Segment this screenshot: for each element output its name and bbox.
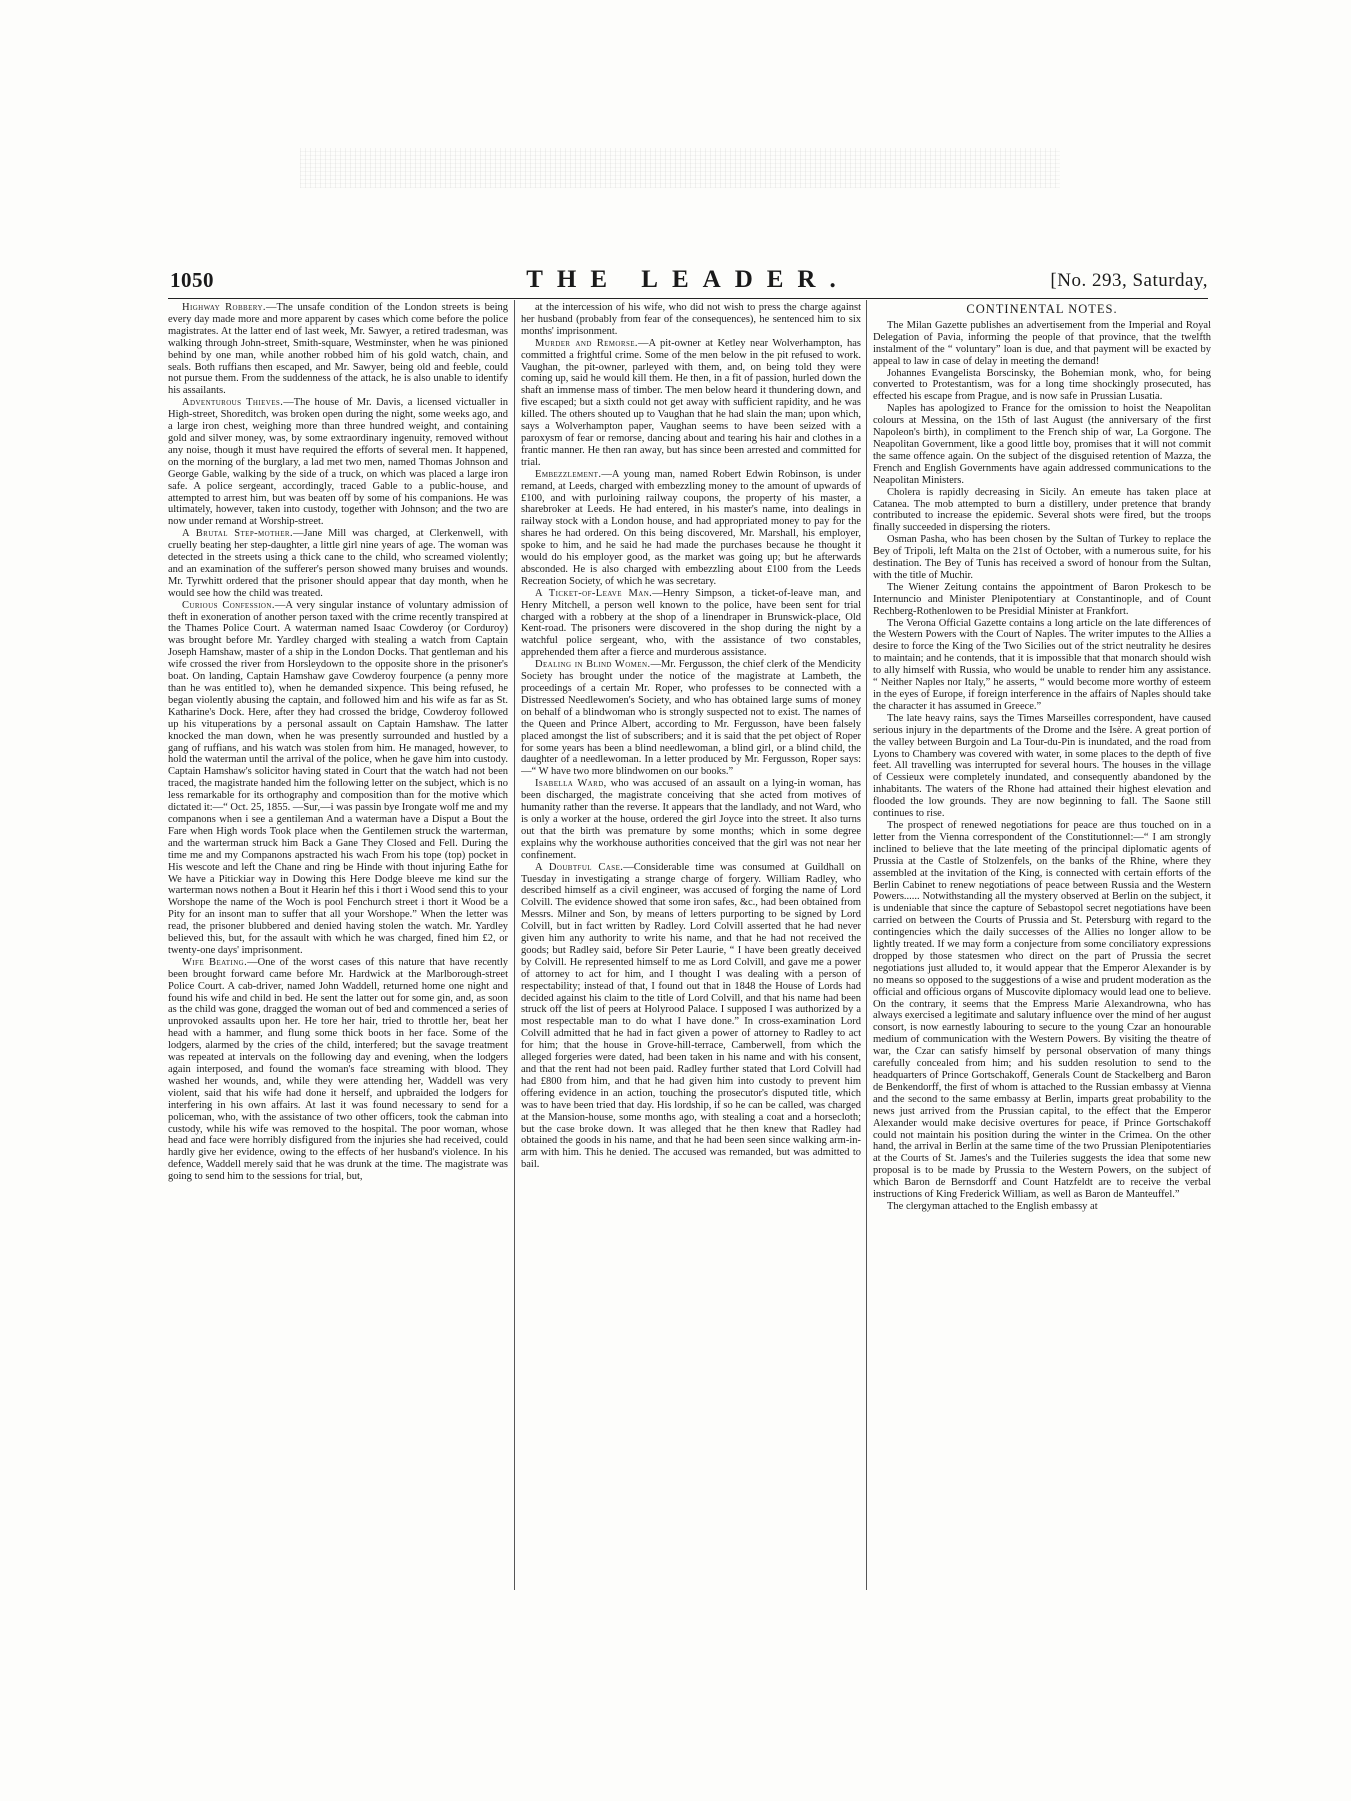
paragraph-text: The late heavy rains, says the Times Marseilles correspondent, have caused serious injury in the departments of the Drome and the Isère. A great portion of the valley between Burgoin and La Tour-du-Pin is inundated, and the road from Lyons to Chambery was covered with water, in some places to the depth of five feet. All travelling was interrupted for several hours. The houses in the village of Cessieux were completely inundated, and consequently abandoned by the inhabitants. The waters of the Rhone had attained their highest elevation and flooded the low grounds. They are now beginning to fall. The Saone still continues to rise. bbox=[873, 712, 1211, 820]
article-paragraph bbox=[873, 368, 1211, 404]
paragraph-text: —A pit-owner at Ketley near Wolverhampton, has committed a frightful crime. Some of the men below in the pit refused to work. Vaughan, the pit-owner, parleyed with them, and, on being told they were coming up, said he would kill them. He then, in a fit of passion, hurled down the shaft an immense mass of timber. The men below heard it thundering down, and five escaped; but a sixth could not get away with sufficient rapidity, and he was killed. The others shouted up to Vaughan that he had slain the man; upon which, says a Wolverhampton paper, Vaughan seems to have been seized with a paroxysm of fear or remorse, dancing about and tearing his hair and clothes in a frantic manner. He then ran away, but has since been arrested and committed for trial. bbox=[521, 337, 861, 468]
article-paragraph bbox=[168, 302, 508, 397]
paragraph-text: —Considerable time was consumed at Guildhall on Tuesday in investigating a strange charge of forgery. William Radley, who described himself as a civil engineer, was accused of forging the name of Lord Colvill. The evidence showed that some iron safes, &c., had been obtained from Messrs. Milner and Son, by means of letters purporting to be signed by Lord Colvill, but in fact written by Radley. Lord Colvill asserted that he had never given him any authority to write his name, and that he had not received the goods; but Radley said, before Sir Peter Laurie, “ I have been greatly deceived by Colvill. He represented himself to me as Lord Colvill, and gave me a power of attorney to act for him, and I thought I was dealing with a person of respectability; instead of that, I found out that in 1848 the House of Lords had decided against his claim to the title of Lord Colvill, and that his name had been struck off the list of peers at Holyrood Palace. I supposed I was authorized by a most respectable man to do what I have done.” In cross-examination Lord Colvill admitted that he had in fact given a power of attorney to Radley to act for him; that the house in Grove-hill-terrace, Camberwell, from which the alleged forgeries were dated, had been taken in his name and with his consent, and that the rent had not been paid. Radley further stated that Lord Colvill had had £800 from him, and that he had given him into custody to prevent him offering evidence in an action, touching the prosecutor's disputed title, which was to have been tried that day. His lordship, if so he can be called, was charged at the Mansion-house, some months ago, with stealing a coat and a horsecloth; but the case broke down. It was alleged that he then knew that Radley had obtained the goods in his name, and that he had been seen since walking arm-in-arm with him. This he denied. The accused was remanded, but was admitted to bail. bbox=[521, 861, 861, 1171]
article-paragraph bbox=[168, 600, 508, 957]
paragraph-lead: Isabella Ward, bbox=[535, 778, 607, 790]
paragraph-lead: A Brutal Step-mother. bbox=[182, 528, 293, 540]
article-paragraph bbox=[521, 659, 861, 778]
article-paragraph bbox=[521, 862, 861, 1172]
article-paragraph bbox=[168, 397, 508, 528]
paragraph-text: —One of the worst cases of this nature that have recently been brought forward came before Mr. Hardwick at the Marlborough-street Police Court. A cab-driver, named John Waddell, returned home one night and found his wife and child in bed. He sent the latter out for some gin, and, as soon as the child was gone, dragged the woman out of bed and commenced a series of unprovoked assaults upon her. He tore her hair, tried to throttle her, beat her head with a hammer, and flung some thick boots in her face. Some of the lodgers, alarmed by the cries of the child, interfered; but the savage treatment was repeated at intervals on the following day and evening, when the lodgers again interposed, and found the woman's face streaming with blood. They washed her wounds, and, while they were attending her, Waddell was very violent, said that his wife had done it herself, and upbraided the lodgers for interfering in his own affairs. At last it was found necessary to send for a policeman, who, with the assistance of two other officers, took the cabman into custody, while his wife was removed to the hospital. The poor woman, whose head and face were horribly disfigured from the injuries she had received, could hardly give her evidence, owing to the effects of her husband's violence. In his defence, Waddell merely said that he was drunk at the time. The magistrate was going to send him to the sessions for trial, but, bbox=[168, 956, 508, 1183]
paragraph-text: —Jane Mill was charged, at Clerkenwell, with cruelly beating her step-daughter, a little girl nine years of age. The woman was detected in the streets using a thick cane to the child, who screamed violently; and an examination of the sufferer's person showed many bruises and wounds. Mr. Tyrwhitt ordered that the prisoner should appear that day month, when he would see how the child was treated. bbox=[168, 528, 508, 599]
article-paragraph bbox=[873, 487, 1211, 535]
paragraph-text: Johannes Evangelista Borscinsky, the Bohemian monk, who, for being converted to Protestantism, was for a long time shockingly prosecuted, has effected his escape from Prague, and is now safe in Prussian Lusatia. bbox=[873, 367, 1211, 403]
paragraph-text: —Henry Simpson, a ticket-of-leave man, and Henry Mitchell, a person well known to the police, have been sent for trial charged with a robbery at the shop of a linendraper in Brunswick-place, Old Kent-road. The prisoners were discovered in the shop during the night by a watchful police sergeant, who, with the assistance of two constables, apprehended them after a fierce and murderous assistance. bbox=[521, 587, 861, 659]
paragraph-lead: A Ticket-of-Leave Man. bbox=[535, 587, 653, 599]
paragraph-text: —The house of Mr. Davis, a licensed victualler in High-street, Shoreditch, was broken open during the night, some weeks ago, and a large iron chest, weighing more than three hundred weight, and containing gold and silver money, was, by some extraordinary ingenuity, removed without any noise, though it must have required the efforts of several men. It happened, on the morning of the burglary, a lad met two men, named Thomas Johnson and George Gable, walking by the side of a truck, on which was placed a large iron safe. A police sergeant, accordingly, traced Gable to a public-house, and attempted to arrest him, but was beaten off by some of his companions. He was ultimately, however, taken into custody, together with Johnson; and the two are now under remand at Worship-street. bbox=[168, 397, 508, 528]
article-paragraph bbox=[873, 534, 1211, 582]
article-paragraph bbox=[873, 1201, 1211, 1213]
article-paragraph bbox=[521, 469, 861, 588]
article-paragraph bbox=[873, 820, 1211, 1201]
paragraph-text: Osman Pasha, who has been chosen by the Sultan of Turkey to replace the Bey of Tripoli, left Malta on the 21st of October, with a numerous suite, for his destination. The Bey of Tunis has received a sword of honour from the Sultan, with the title of Muchir. bbox=[873, 534, 1211, 581]
page-header bbox=[168, 268, 1208, 299]
article-paragraph bbox=[873, 618, 1211, 713]
column-3 bbox=[873, 302, 1211, 1572]
paragraph-lead: A Doubtful Case. bbox=[535, 861, 624, 873]
article-paragraph bbox=[521, 338, 861, 469]
article-paragraph bbox=[168, 528, 508, 599]
paragraph-text: The Milan Gazette publishes an advertisement from the Imperial and Royal Delegation of Pavia, informing the people of that province, that the twelfth instalment of the “ voluntary” loan is due, and that payment will be exacted by appeal to law in case of delay in meeting the demand! bbox=[873, 319, 1211, 367]
paragraph-lead: Wife Beating. bbox=[182, 956, 248, 968]
paragraph-text: —A young man, named Robert Edwin Robinson, is under remand, at Leeds, charged with embezzling money to the amount of upwards of £100, and with purloining railway coupons, the property of his master, a sharebroker at Leeds. He had entered, in his master's name, into dealings in railway stock with a London house, and had appropriated money to pay for the shares he had ordered. On this being discovered, Mr. Marshall, his employer, spoke to him, and he said he had made the purchases because he thought it would do his employer good, as the market was going up; but he afterwards absconded. He is also charged with embezzling about £100 from the Leeds Recreation Society, of which he was secretary. bbox=[521, 468, 861, 587]
paragraph-text: The Wiener Zeitung contains the appointment of Baron Prokesch to be Internuncio and Minister Plenipotentiary at Constantinople, and of Count Rechberg-Rothenlowen to be Presidial Minister at Frankfort. bbox=[873, 581, 1211, 617]
paragraph-text: who was accused of an assault on a lying-in woman, has been discharged, the magistrate conceiving that she acted from motives of humanity rather than the reverse. It appears that the landlady, and not Ward, who is only a worker at the house, ordered the girl Joyce into the street. It also turns out that the birth was premature by some months; which in some degree explains why the workhouse authorities conceived that the girl was not near her confinement. bbox=[521, 778, 861, 861]
column-rule bbox=[866, 300, 867, 1590]
paragraph-text: —The unsafe condition of the London streets is being every day made more and more apparent by cases which come before the police magistrates. At the latter end of last week, Mr. Sawyer, a retired tradesman, was walking through John-street, Smith-square, Westminster, when he was pinioned behind by one man, while another robbed him of his gold watch, chain, and seals. Both ruffians then escaped, and Mr. Sawyer, being old and feeble, could not pursue them. From the suddenness of the attack, he is also unable to identify his assailants. bbox=[168, 302, 508, 397]
paragraph-text: The clergyman attached to the English embassy at bbox=[887, 1200, 1098, 1212]
section-heading: CONTINENTAL NOTES. bbox=[966, 302, 1118, 316]
paragraph-text: The prospect of renewed negotiations for peace are thus touched on in a letter from the Vienna correspondent of the Constitutionnel:—“ I am strongly inclined to believe that the late meeting of the principal diplomatic agents of Prussia at the Castle of Stolzenfels, on the banks of the Rhine, where they assembled at the invitation of the King, is connected with certain efforts of the Berlin Cabinet to renew negotiations of peace between Russia and the Western Powers...... Notwithstanding all the mystery observed at Berlin on the subject, it is undeniable that since the capture of Sebastopol secret negotiations have been carried on between the Courts of Prussia and St. Petersburg with regard to the contingencies which the daily successes of the Allies no longer allow to be lightly treated. If we may form a conjecture from some conciliatory expressions dropped by those statesmen who direct on the part of Prussia the secret negotiations just alluded to, it would appear that the Emperor Alexander is by no means so opposed to the suggestions of a wise and prudent moderation as the official and officious organs of Muscovite diplomacy would lead one to believe. On the contrary, it seems that the Empress Marie Alexandrowna, who has always exercised a legitimate and salutary influence over the mind of her august consort, is now earnestly labouring to secure to the young Czar an honourable medium of communication with the Western Powers. By visiting the theatre of war, the Czar can satisfy himself by personal observation of many things carefully concealed from him; and his sudden resolution to send to the headquarters of Prince Gortschakoff, Generals Count de Stackelberg and Baron de Benkendorff, the first of whom is attached to the Russian embassy at Vienna and the second to the same embassy at Berlin, imparts great probability to the news just arrived from the Prussian capital, to the effect that the Emperor Alexander would make decisive overtures for peace, if Prince Gortschakoff could not maintain his position during the winter in the Crimea. On the other hand, the arrival in Berlin at the same time of the two Prussian Plenipotentiaries at the Courts of St. James's and the Tuileries suggests the idea that some new proposal is to be made by Prussia to the Western Powers, on the subject of which Baron de Bernsdorff and Count Hatzfeldt are to receive the verbal instructions of King Frederick William, as well as Baron de Manteuffel.” bbox=[873, 819, 1211, 1201]
article-paragraph bbox=[873, 582, 1211, 618]
article-paragraph bbox=[873, 403, 1211, 486]
paragraph-lead: Highway Robbery. bbox=[182, 302, 266, 313]
paragraph-text: The Verona Official Gazette contains a long article on the late differences of the Western Powers with the Court of Naples. The writer imputes to the Allies a desire to force the King of the Two Sicilies out of the strict neutrality he desires to maintain; and he contends, that it is impossible that that monarch should wish to ally himself with Russia, who would be unable to render him any assistance. “ Neither Naples nor Italy,” he asserts, “ would become more worthy of esteem in the eyes of Europe, if foreign interference in the affairs of Naples should take the character it has assumed in Greece.” bbox=[873, 617, 1211, 712]
column-rule bbox=[514, 300, 515, 1590]
article-paragraph bbox=[873, 320, 1211, 368]
paragraph-text: —Mr. Fergusson, the chief clerk of the Mendicity Society has brought under the notice of the magistrate at Lambeth, the proceedings of a certain Mr. Roper, who professes to be connected with a Distressed Needlewomen's Society, and who has obtained large sums of money on behalf of a blindwoman who is strongly suspected not to exist. The names of the Queen and Prince Albert, according to Mr. Fergusson, have been falsely placed amongst the list of subscribers; and it is said that the pet object of Roper for some years has been a blind needlewoman, a blind girl, or a blind child, the daughter of a needlewoman. In a letter produced by Mr. Fergusson, Roper says:—“ W have two more blindwomen on our books.” bbox=[521, 659, 861, 778]
page-number: 1050 bbox=[170, 268, 214, 292]
paragraph-text: at the intercession of his wife, who did not wish to press the charge against her husband (probably from fear of the consequences), he sentenced him to six months' imprisonment. bbox=[521, 302, 861, 337]
article-paragraph bbox=[168, 957, 508, 1183]
article-paragraph bbox=[521, 588, 861, 659]
paragraph-text: Cholera is rapidly decreasing in Sicily. An emeute has taken place at Catanea. The mob attempted to burn a distillery, under pretence that brandy contributed to increase the epidemic. Several shots were fired, but the troops finally succeeded in dispersing the rioters. bbox=[873, 486, 1211, 534]
paragraph-lead: Adventurous Thieves. bbox=[182, 397, 284, 409]
paragraph-text: Naples has apologized to France for the omission to hoist the Neapolitan colours at Messina, on the 15th of last August (the anniversary of the first Napoleon's birth), in compliment to the French ship of war, La Gorgone. The Neapolitan Government, like a good little boy, promises that it will not commit the same offence again. On the subject of the disguised retention of Mazza, the French and English Governments have again addressed communications to the Neapolitan Ministers. bbox=[873, 403, 1211, 486]
column-2 bbox=[521, 302, 861, 1577]
issue-info: [No. 293, Saturday, bbox=[1050, 270, 1208, 291]
paragraph-lead: Embezzlement. bbox=[535, 468, 602, 480]
article-paragraph bbox=[521, 302, 861, 338]
masthead-title: THE LEADER. bbox=[526, 266, 850, 293]
paragraph-text: —A very singular instance of voluntary admission of theft in exoneration of another person taxed with the crime recently transpired at the Thames Police Court. A waterman named Isaac Cowderoy (or Corduroy) was brought before Mr. Yardley charged with stealing a watch from Captain Joseph Hamshaw, master of a ship in the London Docks. That gentleman and his wife crossed the river from Horsleydown to the opposite shore in the prisoner's boat. On landing, Captain Hamshaw gave Cowderoy fourpence (a penny more than he was entitled to), when he demanded sixpence. This being refused, he began violently abusing the captain, and followed him and his wife as far as St. Katharine's Dock. Here, after they had crossed the bridge, Cowderoy followed up his vituperations by a personal assault on Captain Hamshaw. The latter knocked the man down, when he was presently surrounded and hustled by a gang of ruffians, and his watch was stolen from him. He managed, however, to hold the waterman until the arrival of the police, when he gave him into custody. Captain Hamshaw's solicitor having stated in Court that the watch had not been traced, the magistrate handed him the following letter on the subject, which is no less remarkable for its orthography and composition than for the motive which dictated it:—“ Oct. 25, 1855. —Sur,—i was passin bye Irongate wolf me and my companons when i see a gentileman And a waterman have a Disput a Bout the Fare when High words Took place when the Gentilemen struck the warterman, and the warterman struck him Back a Gane They Closed and Fell. During the time me and my Companons apstracted his wach From his tope (top) pocket in His wescote and left the Chane and ring be Hinde with thout injuring Eathe for We have a Pitickiar way in Dowing this Here Dodge bleeve me kind sur the warterman nows nothen a Bout it Hearin hef this i thort i Wood send this to your Worshope the name of the Woch is pool Fenchurch street i thort it Wood be a Pity for an insont man to suffer that all your Worshope.” When the letter was read, the prisoner blubbered and denied having stolen the watch. Mr. Yardley believed this, but, for the assault with which he was charged, fined him £2, or twenty-one days' imprisonment. bbox=[168, 599, 508, 956]
paragraph-lead: Curious Confession. bbox=[182, 599, 275, 611]
article-paragraph bbox=[873, 713, 1211, 820]
article-paragraph bbox=[521, 778, 861, 861]
scan-noise bbox=[300, 148, 1060, 188]
column-1 bbox=[168, 302, 508, 1592]
paragraph-lead: Murder and Remorse. bbox=[535, 337, 638, 349]
paragraph-lead: Dealing in Blind Women. bbox=[535, 659, 651, 671]
